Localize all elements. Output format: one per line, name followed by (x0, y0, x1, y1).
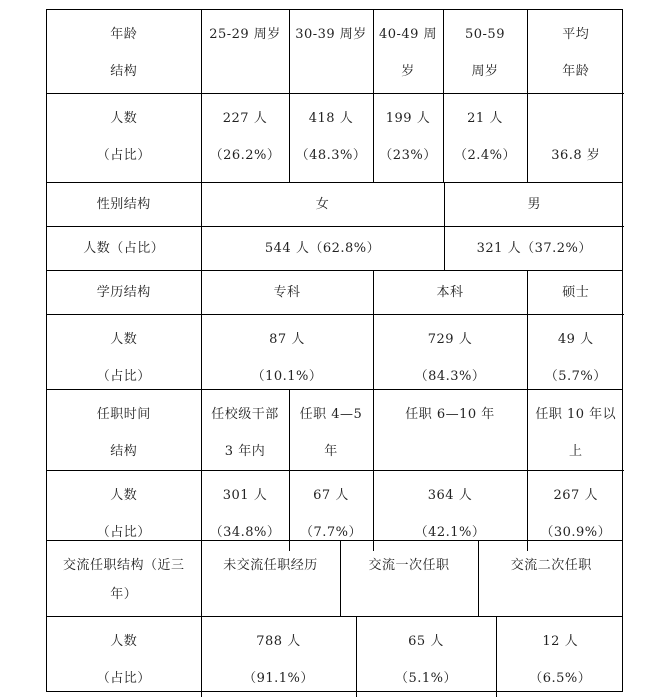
tenure-col-label: 任职 10 年以 (535, 407, 617, 422)
tenure-value-cell (527, 471, 624, 552)
row-label-count: 人数 (110, 110, 138, 126)
age-col-25-29 (201, 10, 289, 93)
value-count: 788 人 (256, 634, 301, 649)
exchange-value-cell (201, 617, 356, 697)
exchange-col-none: 未交流任职经历 (201, 541, 340, 616)
tenure-value-cell (201, 471, 289, 552)
age-col-average (527, 10, 624, 93)
row-label-count: 人数 (110, 634, 138, 649)
age-header-cell (47, 10, 201, 93)
exchange-row-label (47, 617, 201, 697)
gender-header: 性别结构 (96, 196, 151, 212)
age-col-50-59 (443, 10, 527, 93)
value-count: 364 人 (427, 488, 473, 503)
tenure-col-label: 任职 4—5 (299, 407, 363, 422)
value-count (528, 100, 625, 137)
value-count: 87 人 (269, 331, 305, 347)
gender-female-label: 女 (201, 183, 444, 226)
value-ratio: （91.1%） (243, 671, 314, 686)
tenure-col-over-10-years (527, 390, 624, 471)
exchange-header-line1: 交流任职结构（近三 (62, 558, 185, 573)
value-count: 49 人 (557, 331, 594, 347)
value-ratio: （6.5%） (529, 671, 592, 686)
tenure-col-4-5-years (289, 390, 373, 471)
gender-male-value: 321 人（37.2%） (444, 226, 624, 270)
value-ratio: （84.3%） (414, 368, 486, 384)
value-count: 729 人 (427, 331, 473, 347)
row-label-count: 人数 (110, 331, 138, 347)
value-ratio: （30.9%） (540, 525, 612, 540)
tenure-col-6-10-years (373, 390, 527, 471)
age-header-line2: 结构 (110, 64, 138, 79)
age-row-label (47, 93, 201, 182)
gender-row-label: 人数（占比） (47, 226, 201, 270)
value-count: 21 人 (467, 110, 503, 126)
age-col-label-cont: 周岁 (471, 64, 499, 79)
row-label-ratio: （占比） (96, 368, 151, 384)
age-col-label-cont: 年龄 (562, 64, 590, 79)
tenure-col-label-cont: 3 年内 (224, 444, 266, 459)
exchange-value-cell (356, 617, 496, 697)
value-count: 227 人 (222, 110, 268, 126)
value-ratio: （5.7%） (544, 368, 607, 384)
age-col-label: 40-49 周 (378, 27, 438, 42)
value-ratio: （34.8%） (209, 525, 281, 540)
exchange-header-line2: 年） (110, 587, 138, 602)
age-col-40-49 (373, 10, 443, 93)
value-ratio: （2.4%） (453, 147, 517, 163)
value-ratio: （10.1%） (251, 368, 323, 384)
tenure-value-cell (373, 471, 527, 552)
value-ratio: （23%） (379, 147, 437, 163)
value-ratio: （42.1%） (414, 525, 486, 540)
gender-section (46, 182, 623, 270)
education-section (46, 270, 623, 389)
exchange-header (47, 541, 201, 616)
education-col-junior-college: 专科 (201, 271, 373, 314)
exchange-header-section (46, 540, 623, 616)
education-col-bachelor: 本科 (373, 271, 527, 314)
tenure-row-label (47, 471, 201, 552)
value-ratio: （5.1%） (394, 671, 458, 686)
age-section (46, 9, 623, 182)
value-average-age: 36.8 岁 (551, 147, 601, 163)
tenure-value-cell (289, 471, 373, 552)
tenure-header (47, 390, 201, 471)
value-count: 267 人 (553, 488, 598, 503)
exchange-col-once: 交流一次任职 (340, 541, 478, 616)
age-average-value-cell (527, 93, 624, 182)
tenure-header-line2: 结构 (110, 444, 138, 459)
value-ratio: （48.3%） (295, 147, 367, 163)
age-col-label: 50-59 (465, 27, 505, 42)
value-ratio: （26.2%） (209, 147, 281, 163)
value-count: 418 人 (308, 110, 354, 126)
age-col-label: 25-29 周岁 (209, 27, 281, 42)
exchange-value-cell (496, 617, 624, 697)
value-ratio: （7.7%） (299, 525, 363, 540)
education-row-label (47, 314, 201, 395)
age-value-cell (289, 93, 373, 182)
row-label-ratio: （占比） (96, 671, 151, 686)
row-label-ratio: （占比） (96, 525, 151, 540)
tenure-col-label: 任职 6—10 年 (405, 407, 495, 422)
education-value-cell (527, 314, 624, 395)
age-col-label: 30-39 周岁 (295, 27, 367, 42)
value-count: 12 人 (542, 634, 579, 649)
age-col-30-39 (289, 10, 373, 93)
age-header-line1: 年龄 (110, 27, 138, 42)
age-value-cell (201, 93, 289, 182)
age-col-label: 平均 (562, 27, 590, 42)
value-count: 65 人 (408, 634, 444, 649)
education-header: 学历结构 (96, 284, 151, 300)
row-label-count: 人数 (110, 488, 138, 503)
value-count: 199 人 (385, 110, 431, 126)
value-count: 67 人 (313, 488, 349, 503)
gender-male-label: 男 (444, 183, 624, 226)
value-count: 301 人 (222, 488, 268, 503)
exchange-col-twice: 交流二次任职 (478, 541, 624, 616)
tenure-section (46, 389, 623, 540)
age-value-cell (443, 93, 527, 182)
education-value-cell (373, 314, 527, 395)
gender-female-value: 544 人（62.8%） (201, 226, 444, 270)
education-col-master: 硕士 (527, 271, 624, 314)
tenure-col-within-3-years (201, 390, 289, 471)
tenure-col-label-cont: 上 (568, 444, 583, 459)
education-value-cell (201, 314, 373, 395)
tenure-header-line1: 任职时间 (96, 407, 151, 422)
row-label-ratio: （占比） (96, 147, 151, 163)
tenure-col-label-cont: 年 (324, 444, 338, 459)
tenure-col-label: 任校级干部 (211, 407, 279, 422)
age-col-label-cont: 岁 (401, 64, 415, 79)
exchange-values-section (46, 616, 623, 692)
age-value-cell (373, 93, 443, 182)
